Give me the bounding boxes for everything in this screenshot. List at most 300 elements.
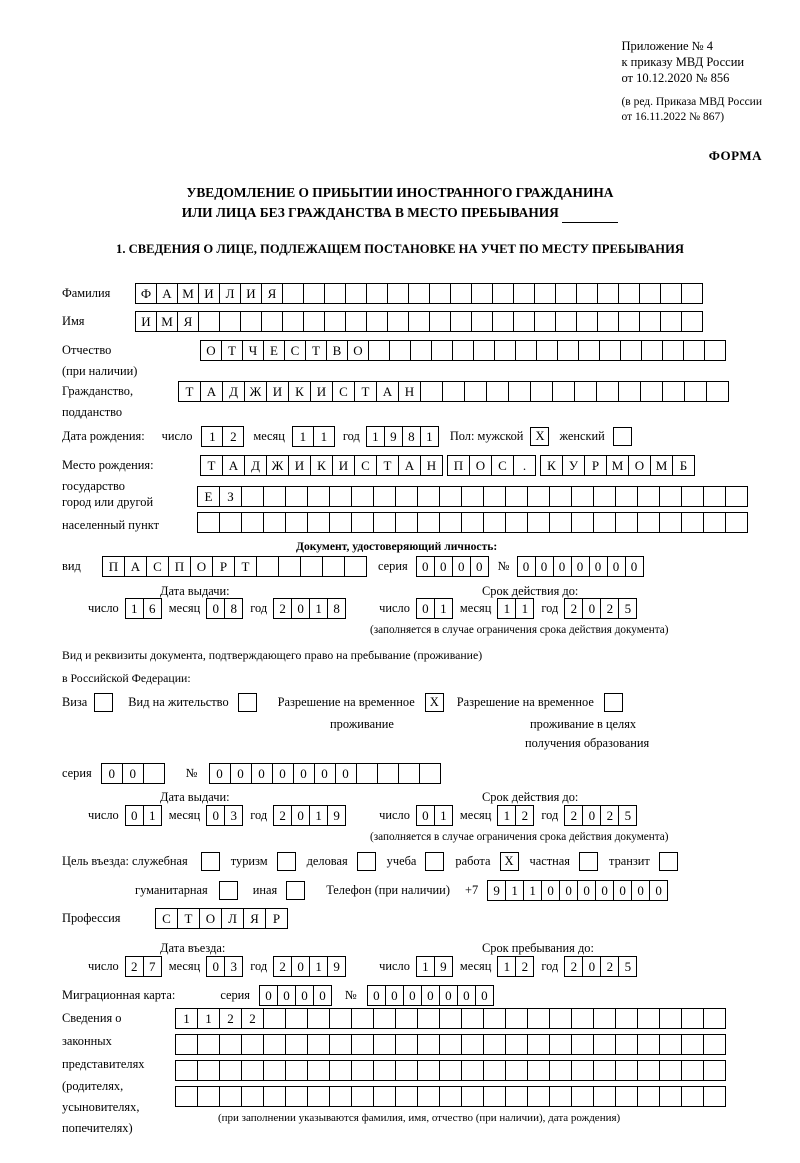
cell[interactable] xyxy=(356,763,378,784)
cell[interactable] xyxy=(219,512,242,533)
cell[interactable] xyxy=(681,486,704,507)
cell[interactable]: 0 xyxy=(559,880,578,901)
cell[interactable] xyxy=(637,1086,660,1107)
cell-group[interactable] xyxy=(447,455,536,476)
cell[interactable] xyxy=(593,1060,616,1081)
cell[interactable] xyxy=(527,486,550,507)
cell[interactable]: Ч xyxy=(242,340,264,361)
cell[interactable] xyxy=(285,486,308,507)
cell[interactable] xyxy=(703,1008,726,1029)
cell[interactable]: 0 xyxy=(125,805,144,826)
cell[interactable] xyxy=(505,1060,528,1081)
perm-issue-month-input[interactable] xyxy=(206,805,243,826)
cell[interactable]: . xyxy=(513,455,536,476)
cell[interactable] xyxy=(637,1060,660,1081)
cell[interactable] xyxy=(241,1034,264,1055)
cell[interactable]: 1 xyxy=(292,426,314,447)
doc-issue-month-input[interactable] xyxy=(206,598,243,619)
patronymic-input[interactable] xyxy=(200,340,726,361)
cell[interactable] xyxy=(571,512,594,533)
cell[interactable]: В xyxy=(326,340,348,361)
cell[interactable]: А xyxy=(398,455,421,476)
cell[interactable] xyxy=(450,311,472,332)
cell[interactable]: О xyxy=(199,908,222,929)
purpose-other-checkbox[interactable] xyxy=(286,881,305,900)
birth-day-input[interactable] xyxy=(201,426,244,447)
purpose-study-checkbox[interactable] xyxy=(425,852,444,871)
cell[interactable]: 1 xyxy=(309,805,328,826)
cell[interactable]: 1 xyxy=(420,426,439,447)
cell[interactable] xyxy=(483,486,506,507)
cell[interactable] xyxy=(408,283,430,304)
cell[interactable] xyxy=(282,311,304,332)
cell[interactable]: 2 xyxy=(219,1008,242,1029)
phone-input[interactable] xyxy=(487,880,668,901)
cell[interactable] xyxy=(597,311,619,332)
cell[interactable]: 0 xyxy=(403,985,422,1006)
cell[interactable]: А xyxy=(200,381,223,402)
cell[interactable] xyxy=(492,311,514,332)
cell[interactable]: 0 xyxy=(457,985,476,1006)
cell[interactable]: 0 xyxy=(259,985,278,1006)
cell[interactable] xyxy=(492,283,514,304)
cell[interactable] xyxy=(329,1086,352,1107)
perm-number-input[interactable] xyxy=(209,763,441,784)
cell[interactable] xyxy=(593,1034,616,1055)
cell[interactable] xyxy=(725,486,748,507)
cell[interactable] xyxy=(596,381,619,402)
cell[interactable] xyxy=(300,556,323,577)
cell[interactable] xyxy=(527,1008,550,1029)
cell[interactable]: Т xyxy=(354,381,377,402)
cell[interactable] xyxy=(395,1086,418,1107)
cell[interactable] xyxy=(576,311,598,332)
cell[interactable] xyxy=(395,486,418,507)
visa-checkbox[interactable] xyxy=(94,693,113,712)
entry-day-input[interactable] xyxy=(125,956,162,977)
cell[interactable] xyxy=(571,486,594,507)
cell[interactable]: К xyxy=(288,381,311,402)
cell[interactable] xyxy=(329,1060,352,1081)
cell[interactable] xyxy=(471,283,493,304)
cell[interactable] xyxy=(578,340,600,361)
cell[interactable]: 2 xyxy=(515,956,534,977)
cell[interactable] xyxy=(703,1034,726,1055)
cell[interactable]: 0 xyxy=(295,985,314,1006)
cell[interactable] xyxy=(618,381,641,402)
cell[interactable]: 0 xyxy=(416,598,435,619)
cell[interactable] xyxy=(307,1034,330,1055)
cell[interactable]: 2 xyxy=(515,805,534,826)
doc-kind-input[interactable] xyxy=(102,556,367,577)
cell[interactable] xyxy=(263,1060,286,1081)
cell[interactable]: Р xyxy=(584,455,607,476)
cell[interactable] xyxy=(461,512,484,533)
cell[interactable] xyxy=(373,512,396,533)
cell[interactable] xyxy=(377,763,399,784)
cell[interactable] xyxy=(307,512,330,533)
purpose-private-checkbox[interactable] xyxy=(579,852,598,871)
cell[interactable]: О xyxy=(628,455,651,476)
cell[interactable] xyxy=(219,1086,242,1107)
cell[interactable] xyxy=(576,283,598,304)
cell[interactable]: 2 xyxy=(273,598,292,619)
cell[interactable] xyxy=(593,1008,616,1029)
cell[interactable] xyxy=(659,486,682,507)
cell[interactable] xyxy=(618,283,640,304)
cell[interactable]: 2 xyxy=(273,805,292,826)
cell[interactable] xyxy=(420,381,443,402)
cell[interactable]: Н xyxy=(420,455,443,476)
cell[interactable] xyxy=(639,311,661,332)
purpose-transit-checkbox[interactable] xyxy=(659,852,678,871)
cell[interactable] xyxy=(639,283,661,304)
cell[interactable] xyxy=(241,1060,264,1081)
perm-valid-year-input[interactable] xyxy=(564,805,637,826)
cell[interactable] xyxy=(703,1086,726,1107)
cell[interactable]: 6 xyxy=(143,598,162,619)
cell[interactable] xyxy=(571,1034,594,1055)
cell[interactable]: 0 xyxy=(577,880,596,901)
cell[interactable] xyxy=(175,1060,198,1081)
cell[interactable] xyxy=(143,763,165,784)
cell[interactable]: 0 xyxy=(291,598,310,619)
cell[interactable]: 0 xyxy=(206,805,225,826)
cell[interactable]: 1 xyxy=(515,598,534,619)
cell[interactable]: 5 xyxy=(618,956,637,977)
cell[interactable]: 0 xyxy=(293,763,315,784)
sex-female-checkbox[interactable] xyxy=(613,427,632,446)
cell[interactable] xyxy=(530,381,553,402)
cell[interactable] xyxy=(641,340,663,361)
cell[interactable]: 2 xyxy=(564,598,583,619)
cell[interactable] xyxy=(351,1008,374,1029)
cell[interactable] xyxy=(552,381,575,402)
cell[interactable]: И xyxy=(310,381,333,402)
cell[interactable] xyxy=(681,1008,704,1029)
cell[interactable] xyxy=(662,340,684,361)
cell[interactable] xyxy=(527,512,550,533)
cell[interactable] xyxy=(345,311,367,332)
legal-rep-input-1[interactable] xyxy=(175,1008,726,1029)
name-input[interactable] xyxy=(135,311,703,332)
cell[interactable] xyxy=(442,381,465,402)
cell[interactable]: У xyxy=(562,455,585,476)
legal-rep-input-2[interactable] xyxy=(175,1034,726,1055)
cell[interactable]: Т xyxy=(305,340,327,361)
citizenship-input[interactable] xyxy=(178,381,729,402)
cell[interactable]: 0 xyxy=(607,556,626,577)
cell[interactable]: 8 xyxy=(402,426,421,447)
cell[interactable]: Л xyxy=(219,283,241,304)
cell[interactable]: Я xyxy=(261,283,283,304)
cell[interactable] xyxy=(345,283,367,304)
cell[interactable] xyxy=(662,381,685,402)
cell[interactable]: К xyxy=(540,455,563,476)
cell[interactable]: 0 xyxy=(553,556,572,577)
cell[interactable] xyxy=(419,763,441,784)
cell[interactable] xyxy=(555,283,577,304)
cell[interactable]: М xyxy=(606,455,629,476)
cell[interactable] xyxy=(368,340,390,361)
cell[interactable]: 0 xyxy=(385,985,404,1006)
cell[interactable]: А xyxy=(222,455,245,476)
cell[interactable]: И xyxy=(240,283,262,304)
cell[interactable] xyxy=(549,1034,572,1055)
cell-group[interactable] xyxy=(200,455,443,476)
cell-group[interactable] xyxy=(540,455,695,476)
cell[interactable] xyxy=(464,381,487,402)
cell[interactable]: Ж xyxy=(266,455,289,476)
cell[interactable] xyxy=(615,1060,638,1081)
perm-valid-month-input[interactable] xyxy=(497,805,534,826)
cell[interactable] xyxy=(486,381,509,402)
cell[interactable] xyxy=(527,1034,550,1055)
cell[interactable] xyxy=(389,340,411,361)
cell[interactable] xyxy=(515,340,537,361)
cell[interactable]: А xyxy=(156,283,178,304)
cell[interactable] xyxy=(615,512,638,533)
cell[interactable] xyxy=(471,311,493,332)
cell[interactable]: 5 xyxy=(618,805,637,826)
cell[interactable]: 9 xyxy=(434,956,453,977)
cell[interactable] xyxy=(263,1086,286,1107)
cell[interactable] xyxy=(197,1086,220,1107)
cell[interactable]: 0 xyxy=(367,985,386,1006)
cell[interactable] xyxy=(324,283,346,304)
cell[interactable] xyxy=(398,763,420,784)
purpose-tourism-checkbox[interactable] xyxy=(277,852,296,871)
cell[interactable] xyxy=(439,1034,462,1055)
cell[interactable] xyxy=(261,311,283,332)
cell[interactable]: 1 xyxy=(434,598,453,619)
birth-month-input[interactable] xyxy=(292,426,335,447)
cell[interactable] xyxy=(557,340,579,361)
stay-year-input[interactable] xyxy=(564,956,637,977)
cell[interactable] xyxy=(527,1086,550,1107)
birth-state-input[interactable] xyxy=(200,455,695,476)
cell[interactable] xyxy=(597,283,619,304)
cell[interactable] xyxy=(322,556,345,577)
cell[interactable] xyxy=(278,556,301,577)
doc-issue-day-input[interactable] xyxy=(125,598,162,619)
cell[interactable] xyxy=(660,283,682,304)
cell[interactable] xyxy=(683,340,705,361)
cell[interactable]: 0 xyxy=(291,805,310,826)
cell[interactable]: 0 xyxy=(541,880,560,901)
cell[interactable] xyxy=(219,1034,242,1055)
cell[interactable] xyxy=(618,311,640,332)
cell[interactable] xyxy=(461,1034,484,1055)
cell[interactable] xyxy=(410,340,432,361)
cell[interactable]: 1 xyxy=(497,956,516,977)
cell[interactable] xyxy=(197,512,220,533)
cell[interactable]: И xyxy=(332,455,355,476)
cell[interactable]: 0 xyxy=(230,763,252,784)
cell[interactable]: О xyxy=(347,340,369,361)
cell[interactable]: 2 xyxy=(600,956,619,977)
cell[interactable] xyxy=(197,1060,220,1081)
cell[interactable] xyxy=(344,556,367,577)
cell[interactable]: Т xyxy=(221,340,243,361)
cell[interactable]: 2 xyxy=(273,956,292,977)
cell[interactable]: 1 xyxy=(197,1008,220,1029)
cell[interactable]: Т xyxy=(177,908,200,929)
cell[interactable] xyxy=(452,340,474,361)
cell[interactable] xyxy=(660,311,682,332)
cell[interactable]: П xyxy=(447,455,470,476)
cell[interactable]: 0 xyxy=(535,556,554,577)
cell[interactable]: 2 xyxy=(600,598,619,619)
cell[interactable]: 9 xyxy=(384,426,403,447)
cell[interactable]: 0 xyxy=(595,880,614,901)
cell[interactable] xyxy=(505,1008,528,1029)
cell[interactable] xyxy=(256,556,279,577)
cell[interactable]: 2 xyxy=(564,956,583,977)
doc-series-input[interactable] xyxy=(416,556,489,577)
cell[interactable]: 1 xyxy=(143,805,162,826)
cell[interactable] xyxy=(706,381,729,402)
perm-issue-day-input[interactable] xyxy=(125,805,162,826)
cell[interactable]: 2 xyxy=(241,1008,264,1029)
cell[interactable]: И xyxy=(288,455,311,476)
cell[interactable] xyxy=(637,512,660,533)
doc-valid-month-input[interactable] xyxy=(497,598,534,619)
cell[interactable] xyxy=(659,1060,682,1081)
cell[interactable] xyxy=(659,1008,682,1029)
cell[interactable] xyxy=(285,1034,308,1055)
cell[interactable] xyxy=(549,1060,572,1081)
cell[interactable]: 0 xyxy=(421,985,440,1006)
cell[interactable] xyxy=(263,1034,286,1055)
cell[interactable] xyxy=(549,1086,572,1107)
cell[interactable] xyxy=(303,283,325,304)
cell[interactable]: М xyxy=(177,283,199,304)
cell[interactable]: Н xyxy=(398,381,421,402)
cell[interactable]: 0 xyxy=(277,985,296,1006)
cell[interactable] xyxy=(527,1060,550,1081)
cell[interactable]: Ж xyxy=(244,381,267,402)
cell[interactable]: П xyxy=(168,556,191,577)
cell[interactable] xyxy=(593,1086,616,1107)
cell[interactable] xyxy=(483,1060,506,1081)
doc-issue-year-input[interactable] xyxy=(273,598,346,619)
cell[interactable]: 0 xyxy=(613,880,632,901)
cell[interactable]: 8 xyxy=(224,598,243,619)
cell[interactable] xyxy=(429,283,451,304)
cell[interactable]: 0 xyxy=(470,556,489,577)
cell[interactable] xyxy=(285,1086,308,1107)
cell[interactable]: Д xyxy=(244,455,267,476)
cell[interactable] xyxy=(593,512,616,533)
cell[interactable] xyxy=(571,1060,594,1081)
cell[interactable] xyxy=(505,1034,528,1055)
cell[interactable] xyxy=(329,1008,352,1029)
temp-residence-checkbox[interactable]: X xyxy=(425,693,444,712)
cell[interactable]: 0 xyxy=(206,598,225,619)
cell[interactable]: 0 xyxy=(631,880,650,901)
cell[interactable] xyxy=(640,381,663,402)
cell[interactable] xyxy=(508,381,531,402)
cell[interactable] xyxy=(197,1034,220,1055)
cell[interactable]: 8 xyxy=(327,598,346,619)
cell[interactable]: 0 xyxy=(625,556,644,577)
cell[interactable] xyxy=(681,311,703,332)
cell[interactable]: 1 xyxy=(523,880,542,901)
cell[interactable]: Т xyxy=(376,455,399,476)
cell[interactable] xyxy=(373,486,396,507)
cell[interactable]: Ф xyxy=(135,283,157,304)
cell[interactable] xyxy=(307,1060,330,1081)
purpose-humanitarian-checkbox[interactable] xyxy=(219,881,238,900)
cell[interactable]: 0 xyxy=(439,985,458,1006)
birth-city-input-2[interactable] xyxy=(197,486,748,507)
cell[interactable]: Т xyxy=(234,556,257,577)
purpose-business-checkbox[interactable] xyxy=(357,852,376,871)
cell[interactable] xyxy=(505,486,528,507)
cell[interactable]: 0 xyxy=(517,556,536,577)
cell[interactable] xyxy=(329,512,352,533)
cell[interactable]: 1 xyxy=(505,880,524,901)
cell[interactable] xyxy=(219,1060,242,1081)
cell[interactable] xyxy=(324,311,346,332)
cell[interactable] xyxy=(483,1008,506,1029)
profession-input[interactable] xyxy=(155,908,288,929)
cell[interactable]: 0 xyxy=(571,556,590,577)
cell[interactable] xyxy=(241,486,264,507)
stay-month-input[interactable] xyxy=(497,956,534,977)
mig-number-input[interactable] xyxy=(367,985,494,1006)
cell[interactable]: О xyxy=(469,455,492,476)
cell[interactable]: 0 xyxy=(101,763,123,784)
doc-valid-year-input[interactable] xyxy=(564,598,637,619)
cell[interactable] xyxy=(175,1086,198,1107)
cell[interactable]: И xyxy=(198,283,220,304)
cell[interactable]: Л xyxy=(221,908,244,929)
cell[interactable]: 1 xyxy=(434,805,453,826)
cell[interactable] xyxy=(417,486,440,507)
cell[interactable]: С xyxy=(146,556,169,577)
cell[interactable] xyxy=(681,512,704,533)
cell[interactable]: 0 xyxy=(122,763,144,784)
cell[interactable] xyxy=(285,1060,308,1081)
cell[interactable] xyxy=(351,486,374,507)
cell[interactable] xyxy=(395,512,418,533)
cell[interactable]: 1 xyxy=(313,426,335,447)
cell[interactable] xyxy=(681,1086,704,1107)
cell[interactable]: К xyxy=(310,455,333,476)
cell[interactable] xyxy=(704,340,726,361)
cell[interactable] xyxy=(351,512,374,533)
cell[interactable] xyxy=(461,1008,484,1029)
cell[interactable] xyxy=(417,1034,440,1055)
cell[interactable]: 0 xyxy=(251,763,273,784)
cell[interactable] xyxy=(513,283,535,304)
cell[interactable]: 2 xyxy=(222,426,244,447)
cell[interactable] xyxy=(241,1086,264,1107)
cell[interactable] xyxy=(571,1008,594,1029)
cell[interactable] xyxy=(483,1034,506,1055)
cell[interactable]: А xyxy=(376,381,399,402)
cell[interactable]: 2 xyxy=(600,805,619,826)
cell[interactable]: 9 xyxy=(327,805,346,826)
cell[interactable] xyxy=(615,1034,638,1055)
surname-input[interactable] xyxy=(135,283,703,304)
cell[interactable]: 0 xyxy=(335,763,357,784)
cell[interactable]: 0 xyxy=(209,763,231,784)
entry-month-input[interactable] xyxy=(206,956,243,977)
cell[interactable] xyxy=(461,486,484,507)
